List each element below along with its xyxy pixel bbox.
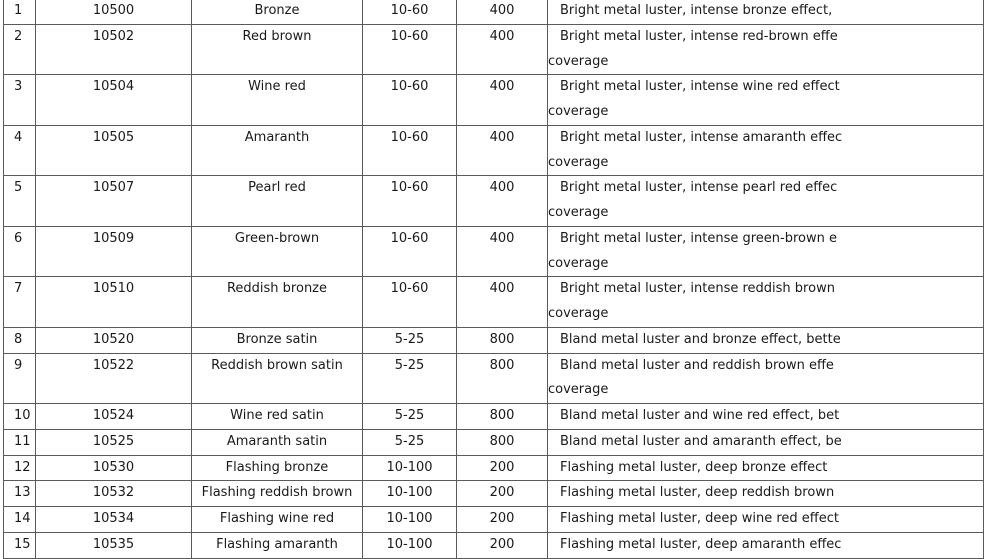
description-line: Bland metal luster and reddish brown effe xyxy=(560,357,834,373)
particle-size-cell: 10-100 xyxy=(363,507,457,533)
description-continuation: coverage xyxy=(548,205,609,220)
description-line: Bland metal luster and bronze effect, bette xyxy=(560,331,841,347)
row-number-cell: 10 xyxy=(4,404,36,430)
mesh-cell: 200 xyxy=(457,481,548,507)
particle-size-cell: 10-100 xyxy=(363,455,457,481)
particle-size-cell: 10-60 xyxy=(363,226,457,277)
description-cell xyxy=(548,327,984,353)
table-row xyxy=(4,277,984,328)
color-name-cell: Flashing reddish brown xyxy=(192,481,363,507)
product-code-cell: 10522 xyxy=(36,353,192,404)
description-continuation: coverage xyxy=(548,104,609,119)
mesh-cell: 200 xyxy=(457,455,548,481)
table-row xyxy=(4,353,984,404)
description-line: Flashing metal luster, deep reddish brown xyxy=(560,485,835,501)
description-line: Bright metal luster, intense red-brown effe xyxy=(560,28,838,44)
mesh-cell: 400 xyxy=(457,24,548,75)
color-name-cell: Bronze satin xyxy=(192,327,363,353)
mesh-cell: 400 xyxy=(457,0,548,24)
description-cell xyxy=(548,507,984,533)
description-continuation: coverage xyxy=(548,382,609,398)
color-name-cell: Amaranth satin xyxy=(192,429,363,455)
particle-size-cell: 5-25 xyxy=(363,327,457,353)
description-cell xyxy=(548,532,984,558)
description-line: Bland metal luster and amaranth effect, be xyxy=(560,433,842,449)
table-row xyxy=(4,507,984,533)
table-row xyxy=(4,176,984,227)
row-number-cell: 9 xyxy=(4,353,36,404)
mesh-cell: 400 xyxy=(457,125,548,176)
color-name-cell: Flashing amaranth xyxy=(192,532,363,558)
mesh-cell: 800 xyxy=(457,353,548,404)
particle-size-cell: 10-60 xyxy=(363,176,457,227)
mesh-cell: 200 xyxy=(457,532,548,558)
particle-size-cell: 5-25 xyxy=(363,429,457,455)
particle-size-cell: 10-60 xyxy=(363,277,457,328)
product-code-cell: 10530 xyxy=(36,455,192,481)
table-row xyxy=(4,226,984,277)
table-row xyxy=(4,327,984,353)
table-row xyxy=(4,0,984,24)
mesh-cell: 800 xyxy=(457,429,548,455)
row-number-cell: 13 xyxy=(4,481,36,507)
table-row xyxy=(4,75,984,126)
mesh-cell: 400 xyxy=(457,176,548,227)
row-number-cell: 6 xyxy=(4,226,36,277)
row-number-cell: 2 xyxy=(4,24,36,75)
description-line: Bright metal luster, intense wine red effect xyxy=(560,79,840,95)
row-number-cell: 11 xyxy=(4,429,36,455)
color-name-cell: Flashing bronze xyxy=(192,455,363,481)
description-cell xyxy=(548,125,984,176)
description-cell xyxy=(548,455,984,481)
description-cell xyxy=(548,24,984,75)
row-number-cell: 14 xyxy=(4,507,36,533)
color-name-cell: Flashing wine red xyxy=(192,507,363,533)
particle-size-cell: 10-100 xyxy=(363,481,457,507)
table-row xyxy=(4,481,984,507)
color-name-cell: Reddish bronze xyxy=(192,277,363,328)
pigment-table xyxy=(3,0,984,559)
description-line: Bright metal luster, intense reddish brown xyxy=(560,281,835,297)
table-row xyxy=(4,532,984,558)
color-name-cell: Green-brown xyxy=(192,226,363,277)
description-line: Bland metal luster and wine red effect, bet xyxy=(560,408,840,423)
description-cell xyxy=(548,75,984,126)
product-code-cell: 10500 xyxy=(36,0,192,24)
color-name-cell: Reddish brown satin xyxy=(192,353,363,404)
row-number-cell: 8 xyxy=(4,327,36,353)
description-cell xyxy=(548,481,984,507)
mesh-cell: 800 xyxy=(457,404,548,430)
mesh-cell: 400 xyxy=(457,226,548,277)
description-continuation: coverage xyxy=(548,154,609,170)
particle-size-cell: 10-60 xyxy=(363,125,457,176)
product-code-cell: 10524 xyxy=(36,404,192,430)
row-number-cell: 1 xyxy=(4,0,36,24)
product-code-cell: 10520 xyxy=(36,327,192,353)
table-row xyxy=(4,429,984,455)
description-continuation: coverage xyxy=(548,255,609,271)
description-line: Flashing metal luster, deep wine red effect xyxy=(560,511,839,526)
particle-size-cell: 5-25 xyxy=(363,404,457,430)
product-code-cell: 10502 xyxy=(36,24,192,75)
mesh-cell: 400 xyxy=(457,75,548,126)
table-row xyxy=(4,125,984,176)
product-code-cell: 10509 xyxy=(36,226,192,277)
description-cell xyxy=(548,353,984,404)
mesh-cell: 800 xyxy=(457,327,548,353)
color-name-cell: Amaranth xyxy=(192,125,363,176)
color-name-cell: Wine red xyxy=(192,75,363,126)
row-number-cell: 15 xyxy=(4,532,36,558)
mesh-cell: 200 xyxy=(457,507,548,533)
description-line: Bright metal luster, intense amaranth effec xyxy=(560,129,843,145)
description-line: Bright metal luster, intense bronze effect, xyxy=(560,3,833,18)
description-cell xyxy=(548,176,984,227)
color-name-cell: Red brown xyxy=(192,24,363,75)
product-code-cell: 10507 xyxy=(36,176,192,227)
description-continuation: coverage xyxy=(548,53,609,69)
row-number-cell: 4 xyxy=(4,125,36,176)
particle-size-cell: 10-100 xyxy=(363,532,457,558)
table-body xyxy=(4,0,984,558)
product-code-cell: 10510 xyxy=(36,277,192,328)
description-line: Bright metal luster, intense pearl red effec xyxy=(560,180,838,196)
product-code-cell: 10535 xyxy=(36,532,192,558)
color-name-cell: Pearl red xyxy=(192,176,363,227)
product-code-cell: 10532 xyxy=(36,481,192,507)
mesh-cell: 400 xyxy=(457,277,548,328)
product-code-cell: 10505 xyxy=(36,125,192,176)
table-row xyxy=(4,24,984,75)
table-row xyxy=(4,455,984,481)
row-number-cell: 12 xyxy=(4,455,36,481)
description-cell xyxy=(548,277,984,328)
description-continuation: coverage xyxy=(548,306,609,321)
row-number-cell: 3 xyxy=(4,75,36,126)
row-number-cell: 5 xyxy=(4,176,36,227)
description-cell xyxy=(548,0,984,24)
particle-size-cell: 10-60 xyxy=(363,75,457,126)
description-cell xyxy=(548,404,984,430)
particle-size-cell: 5-25 xyxy=(363,353,457,404)
particle-size-cell: 10-60 xyxy=(363,0,457,24)
description-line: Flashing metal luster, deep bronze effect xyxy=(560,459,828,475)
product-code-cell: 10504 xyxy=(36,75,192,126)
description-cell xyxy=(548,429,984,455)
color-name-cell: Bronze xyxy=(192,0,363,24)
description-line: Bright metal luster, intense green-brown e xyxy=(560,230,837,246)
color-name-cell: Wine red satin xyxy=(192,404,363,430)
description-line: Flashing metal luster, deep amaranth effec xyxy=(560,536,842,552)
description-cell xyxy=(548,226,984,277)
particle-size-cell: 10-60 xyxy=(363,24,457,75)
product-code-cell: 10534 xyxy=(36,507,192,533)
row-number-cell: 7 xyxy=(4,277,36,328)
product-code-cell: 10525 xyxy=(36,429,192,455)
table-row xyxy=(4,404,984,430)
